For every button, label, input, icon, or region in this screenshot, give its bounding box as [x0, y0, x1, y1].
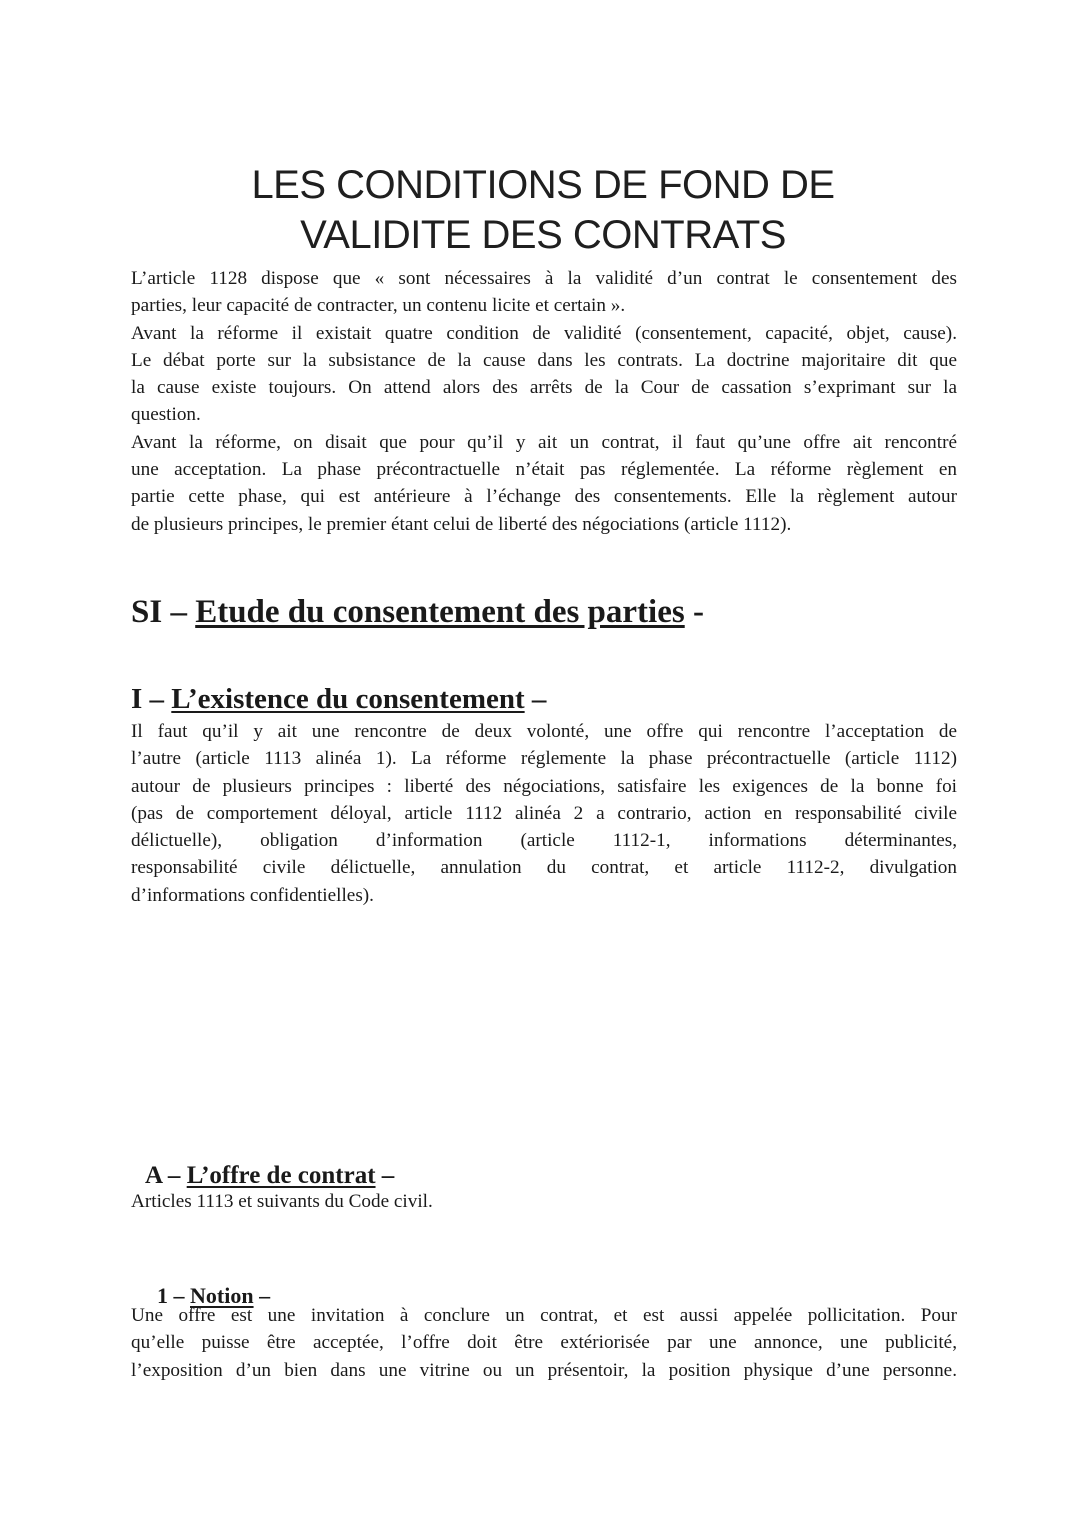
title-line-2: VALIDITE DES CONTRATS	[300, 212, 786, 257]
title-line-1: LES CONDITIONS DE FOND DE	[251, 162, 835, 207]
part-line: l’autre (article 1113 alinéa 1). La réforme réglemente la phase précontractuelle (article 1112)	[131, 748, 957, 770]
subsection-title: L’offre de contrat	[186, 1162, 376, 1190]
intro-line: la cause existe toujours. On attend alors des arrêts de la Cour de cassation s’exprimant sur la	[131, 377, 957, 399]
section-prefix: SI –	[131, 594, 196, 631]
point-title: Notion	[190, 1282, 254, 1308]
part-line: délictuelle), obligation d’information (article 1112-1, informations déterminantes,	[131, 830, 957, 852]
point-prefix: 1 –	[157, 1282, 190, 1308]
intro-line: de plusieurs principes, le premier étant celui de liberté des négociations (article 1112).	[131, 513, 792, 535]
subsection-paragraph	[131, 1188, 957, 1215]
section-heading	[131, 592, 704, 632]
part-heading	[131, 681, 546, 717]
point-suffix: –	[253, 1282, 271, 1308]
intro-line: Avant la réforme, on disait que pour qu’il y ait un contrat, il faut qu’une offre ait rencontré	[131, 431, 957, 453]
intro-line: Le débat porte sur la subsistance de la cause dans les contrats. La doctrine majoritaire dit que	[131, 349, 957, 371]
intro-line: une acceptation. La phase précontractuelle n’était pas réglementée. La réforme règlement en	[131, 459, 957, 481]
part-suffix: –	[524, 683, 547, 715]
part-line: autour de plusieurs principes : liberté des négociations, satisfaire les exigences de la bonne foi	[131, 775, 957, 797]
section-title: Etude du consentement des parties	[195, 594, 685, 631]
intro-line: question.	[131, 404, 201, 426]
part-paragraph	[131, 718, 957, 909]
part-title: L’existence du consentement	[171, 683, 525, 715]
part-prefix: I –	[131, 683, 172, 715]
subsection-line: Articles 1113 et suivants du Code civil.	[131, 1191, 433, 1212]
intro-line: Avant la réforme il existait quatre condition de validité (consentement, capacité, objet, cause).	[131, 322, 957, 344]
subsection-prefix: A –	[145, 1162, 187, 1190]
point-paragraph	[131, 1302, 957, 1384]
point-line: l’exposition d’un bien dans une vitrine ou un présentoir, la position physique d’une personne.	[131, 1359, 957, 1381]
intro-line: partie cette phase, qui est antérieure à l’échange des consentements. Elle la règlement autour	[131, 486, 957, 508]
intro-paragraph	[131, 265, 957, 538]
intro-line: L’article 1128 dispose que « sont nécessaires à la validité d’un contrat le consentement des	[131, 268, 957, 289]
part-line: (pas de comportement déloyal, article 1112 alinéa 2 a contrario, action en responsabilité civile	[131, 802, 957, 824]
point-line: qu’elle puisse être acceptée, l’offre doit être extériorisée par une annonce, une publicité,	[131, 1332, 957, 1354]
page-title	[0, 160, 1086, 260]
section-suffix: -	[684, 594, 704, 631]
part-line: responsabilité civile délictuelle, annulation du contrat, et article 1112-2, divulgation	[131, 857, 957, 879]
intro-line: parties, leur capacité de contracter, un contenu licite et certain ».	[131, 295, 626, 317]
subsection-suffix: –	[375, 1162, 395, 1190]
part-line: Il faut qu’il y ait une rencontre de deux volonté, une offre qui rencontre l’acceptation de	[131, 721, 957, 742]
part-line: d’informations confidentielles).	[131, 884, 374, 906]
point-line: Une offre est une invitation à conclure un contrat, et est aussi appelée pollicitation. Pour	[131, 1305, 957, 1326]
